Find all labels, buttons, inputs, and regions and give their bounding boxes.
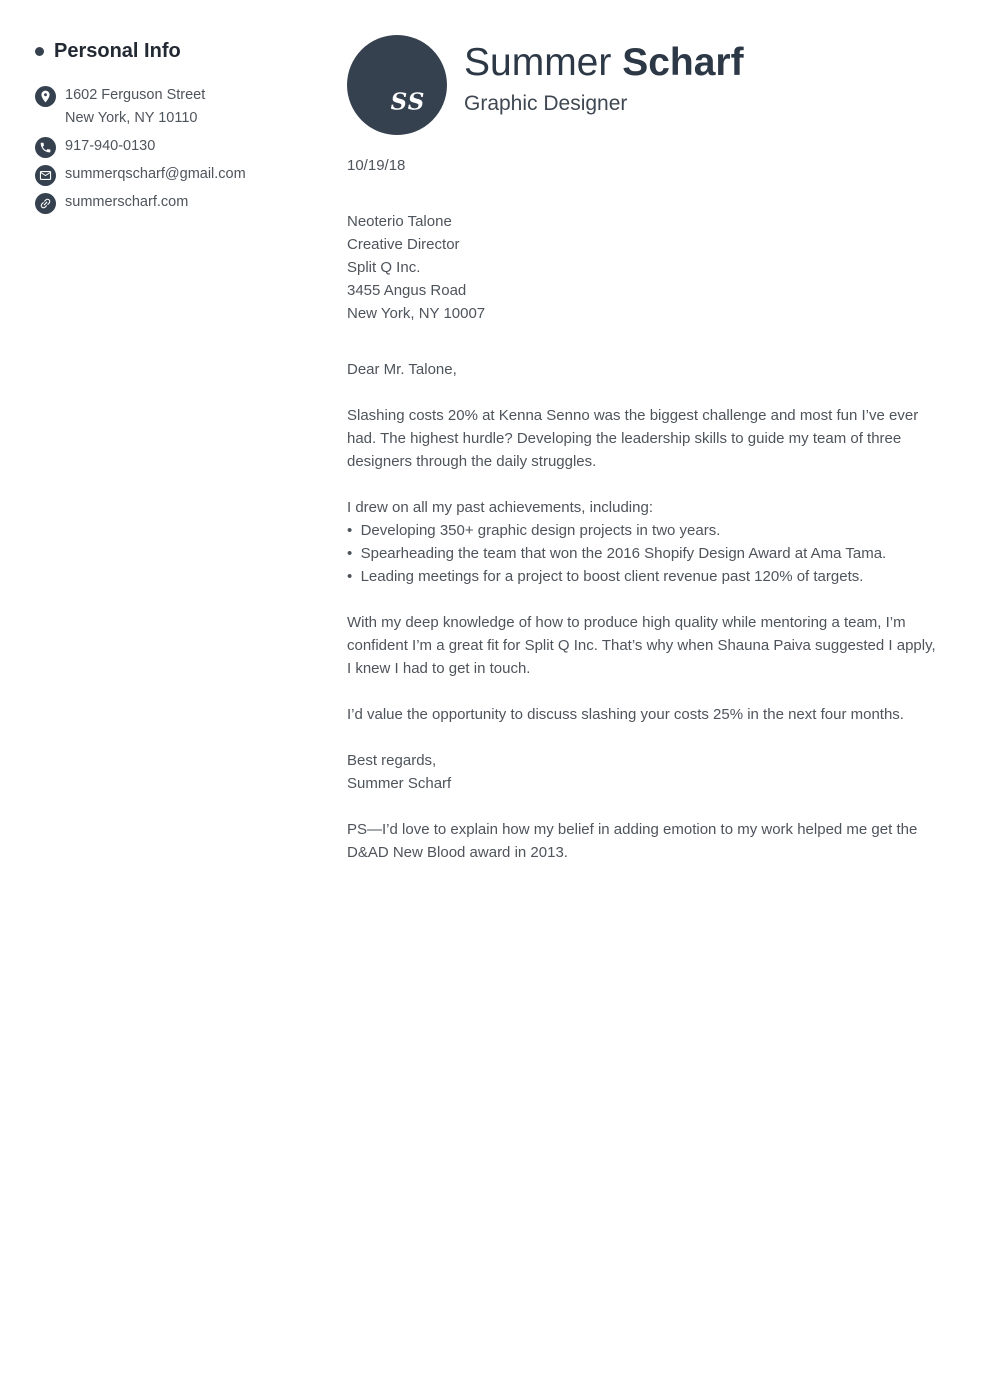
personal-info-heading xyxy=(35,40,320,63)
cover-letter xyxy=(347,35,938,864)
email-icon xyxy=(35,165,56,186)
recipient-name: Neoterio Talone xyxy=(347,213,452,230)
name-block xyxy=(464,35,744,116)
paragraph-call-to-action: I’d value the opportunity to discuss slashing your costs 25% in the next four months. xyxy=(347,706,904,723)
paragraph-opening: Slashing costs 20% at Kenna Senno was the biggest challenge and most fun I’ve ever had. The highest hurdle? Developing the leadership skills to guide my team of three designers through the daily struggles. xyxy=(347,407,919,470)
achievement-item: • Leading meetings for a project to boost client revenue past 120% of targets. xyxy=(347,565,938,588)
personal-info-sidebar xyxy=(35,40,320,219)
website-row xyxy=(35,191,320,214)
signature: Summer Scharf xyxy=(347,775,452,792)
address-text xyxy=(65,84,205,130)
personal-info-heading-label: Personal Info xyxy=(54,40,181,62)
letter-header xyxy=(347,35,938,135)
closing: Best regards, xyxy=(347,752,437,769)
recipient-street: 3455 Angus Road xyxy=(347,282,467,299)
location-pin-icon xyxy=(35,86,56,107)
website-url: summerscharf.com xyxy=(65,194,189,210)
paragraph-fit: With my deep knowledge of how to produce high quality while mentoring a team, I’m confident I’m a great fit for Split Q Inc. That’s why when Shauna Paiva suggested I apply, I knew I had to get in touch. xyxy=(347,614,936,677)
address-row xyxy=(35,84,320,130)
address-line-1: 1602 Ferguson Street xyxy=(65,87,206,103)
address-line-2: New York, NY 10110 xyxy=(65,110,198,126)
recipient-title: Creative Director xyxy=(347,236,460,253)
letter-body xyxy=(347,154,938,864)
job-title: Graphic Designer xyxy=(464,91,628,115)
phone-number: 917-940-0130 xyxy=(65,138,156,154)
recipient-block xyxy=(347,210,938,325)
email-address: summerqscharf@gmail.com xyxy=(65,166,246,182)
bullet-dot-icon xyxy=(35,47,44,56)
achievements-block xyxy=(347,496,938,588)
achievements-intro: I drew on all my past achievements, including: xyxy=(347,499,653,516)
avatar xyxy=(347,35,447,135)
salutation: Dear Mr. Talone, xyxy=(347,361,457,378)
achievement-item: • Developing 350+ graphic design projects in two years. xyxy=(347,519,938,542)
letter-date: 10/19/18 xyxy=(347,157,406,174)
link-icon xyxy=(35,193,56,214)
page-title xyxy=(464,42,744,85)
last-name: Scharf xyxy=(622,41,744,84)
first-name: Summer xyxy=(464,41,612,84)
email-row xyxy=(35,163,320,186)
avatar-initials: SS xyxy=(390,88,426,116)
phone-icon xyxy=(35,137,56,158)
recipient-company: Split Q Inc. xyxy=(347,259,421,276)
postscript: PS—I’d love to explain how my belief in adding emotion to my work helped me get the D&AD New Blood award in 2013. xyxy=(347,821,918,861)
achievements-list xyxy=(347,519,938,588)
recipient-city: New York, NY 10007 xyxy=(347,305,486,322)
achievement-item: • Spearheading the team that won the 2016 Shopify Design Award at Ama Tama. xyxy=(347,542,938,565)
signoff-block xyxy=(347,749,938,795)
phone-row xyxy=(35,135,320,158)
